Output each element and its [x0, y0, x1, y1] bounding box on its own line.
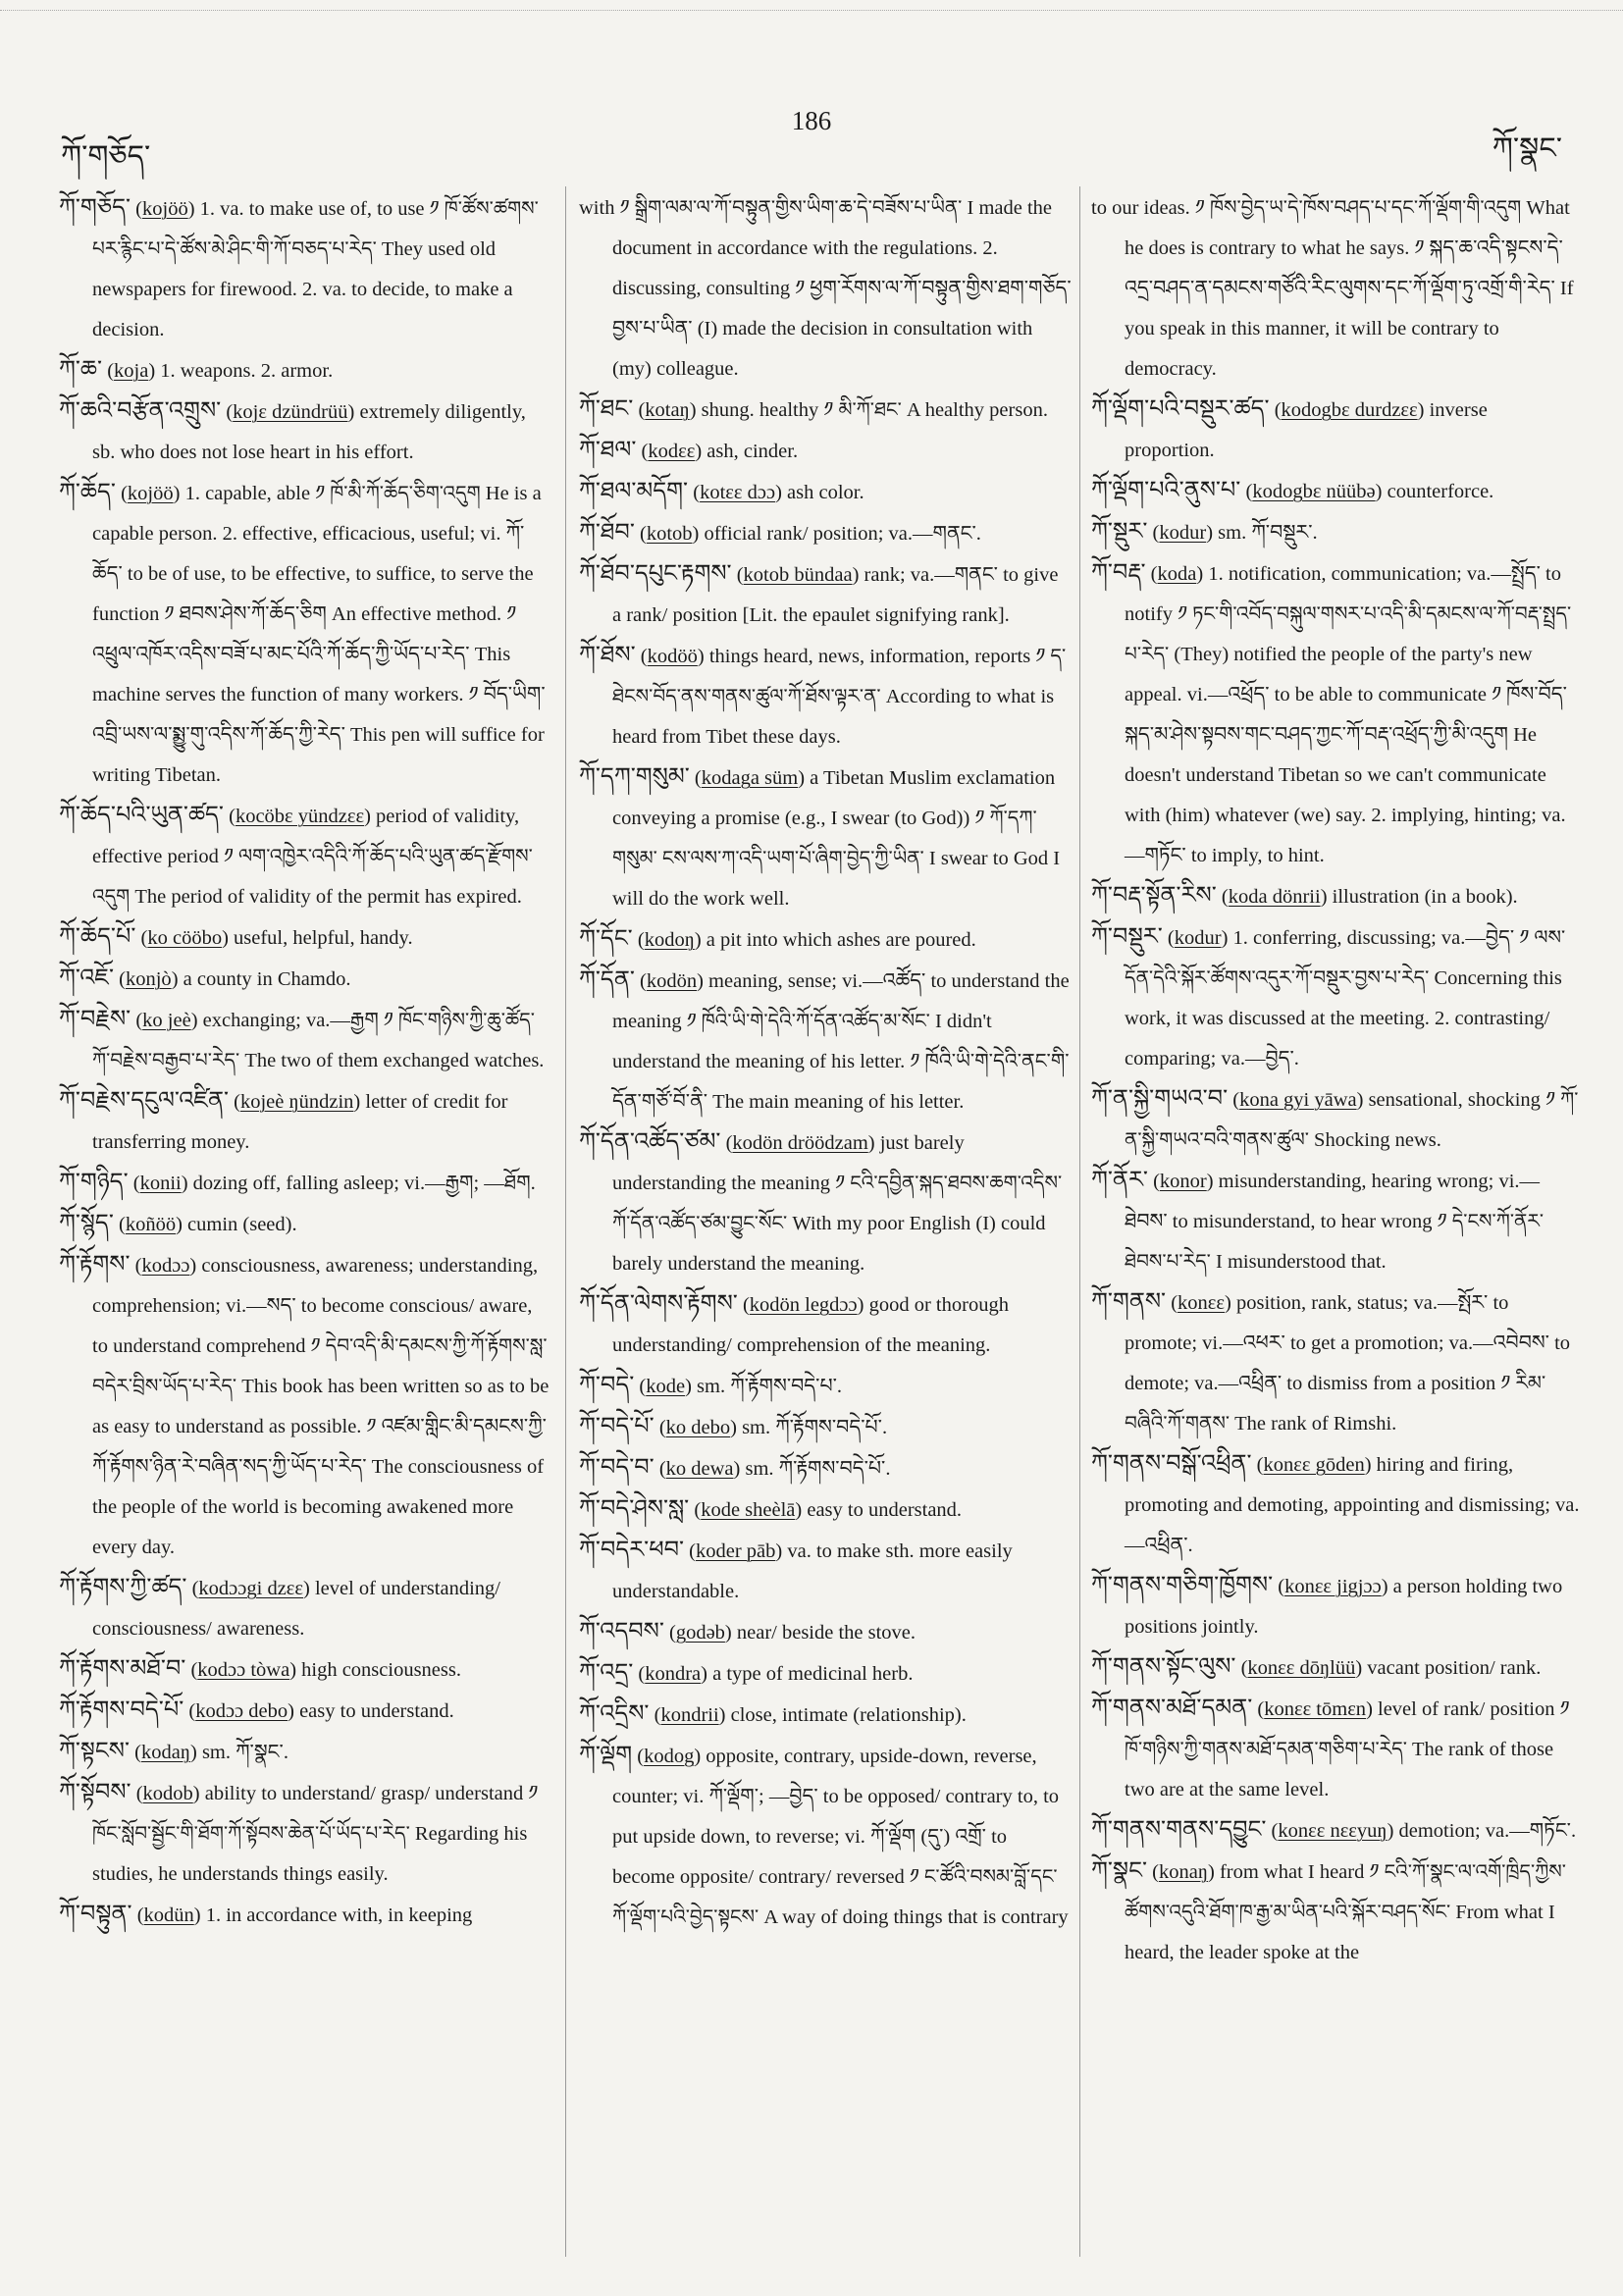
tibetan-example: མི་ཀོ་ཐང་: [838, 399, 902, 421]
headword: ཀོ་ཐང་: [579, 396, 634, 422]
dictionary-entry: ཀོ་སྙོད་ (koñöö) cumin (seed).: [59, 1211, 297, 1236]
dictionary-entry: ཀོ་ཐོབ་ (kotob) official rank/ position; va.—གནང་.: [579, 520, 981, 546]
dictionary-entry: ཀོ་བརྡ་ (koda) 1. notification, communication; va.—སྤྲོད་ to notify ༡ ཏང་གི་འབོད་བསྐུལ་གསར་པ་འདི་མི་དམངས་ལ་ཀོ་བརྡ་སྤྲད་པ་རེད་ (They) notified the people of the party's new appeal. vi.—འཕྲོད་ to be able to communicate ༡ ཁོས་བོད་སྐད་མ་ཤེས་སྟབས་གང་བཤད་ཀྱང་ཀོ་བརྡ་འཕྲོད་ཀྱི་མི་འདུག He doesn't understand Tibetan so we can't communicate with (him) whatever (we) say. 2. implying, hinting; va.—གཏོང་ to imply, to hint.: [1091, 560, 1572, 866]
example-translation: According to what is heard from Tibet these days.: [612, 686, 1055, 748]
example-translation: I misunderstood that.: [1216, 1251, 1387, 1273]
column-divider: [565, 186, 566, 2257]
definition: consciousness, awareness; understanding, comprehension; vi.—སད་ to become conscious/ aware, to understand comprehend: [92, 1255, 539, 1357]
definition: ash, cinder.: [707, 441, 799, 462]
tibetan-example: ངའི་ཀོ་སྣང་ལ་འགོ་ཁྲིད་ཀྱིས་ཚོགས་འདུའི་ཐོག་ཁ་རྒྱ་མ་ཡིན་པའི་སྐོར་བཤད་སོང་: [1125, 1861, 1566, 1923]
headword: ཀོ་གནས་: [1091, 1289, 1167, 1315]
definition: a pit into which ashes are poured.: [706, 929, 976, 951]
romanization: koja: [114, 360, 149, 382]
definition: extremely diligently, sb. who does not lose heart in his effort.: [92, 401, 526, 463]
romanization: konɛɛ dōŋlüü: [1247, 1657, 1356, 1679]
definition: from what I heard: [1219, 1861, 1365, 1883]
headword: ཀོ་དོན་ལེགས་རྟོགས་: [579, 1291, 738, 1317]
romanization: kodaŋ: [140, 1742, 190, 1763]
dictionary-column-1: [59, 188, 551, 2269]
tibetan-example: ད་ཐེངས་བོད་ནས་གནས་ཚུལ་ཀོ་ཐོས་ལྟར་ན་: [612, 646, 1067, 707]
definition: rank; va.—གནང་ to give a rank/ position [Lit. the epaulet signifying rank].: [612, 564, 1059, 626]
romanization: kodön: [646, 970, 698, 992]
example-translation: (They) notified the people of the party's new appeal. vi.—འཕྲོད་ to be able to communicate ༡ ཁོས་བོད་སྐད་མ་ཤེས་སྟབས་གང་བཤད་ཀྱང་ཀོ་བརྡ་འཕྲོད་ཀྱི་མི་འདུག He doesn't understand Tibetan so we can't communicate with (him) whatever (we) say. 2. implying, hinting; va.—གཏོང་ to imply, to hint.: [1125, 644, 1567, 866]
headword: ཀོ་དོན་འཚོད་ཙམ་: [579, 1129, 721, 1155]
dictionary-entry: ཀོ་དཀ་གསུམ་ (kodaga süm) a Tibetan Muslim exclamation conveying a promise (e.g., I swear (to God)) ༡ ཀོ་དཀ་གསུམ་ ངས་ལས་ཀ་འདི་ཡག་པོ་ཞིག་བྱེད་ཀྱི་ཡིན་ I swear to God I will do the work well.: [579, 764, 1061, 910]
romanization: konor: [1159, 1171, 1207, 1192]
dictionary-entry: ཀོ་གཅོད་ (kojöö) 1. va. to make use of, to use ༡ ཁོ་ཚོས་ཚགས་པར་རྙིང་པ་དེ་ཚོས་མེ་ཤིང་གི་ཀོ་བཅད་པ་རེད་ They used old newspapers for firewood. 2. va. to decide, to make a decision.: [59, 195, 539, 340]
definition: a person holding two positions jointly.: [1125, 1576, 1563, 1638]
romanization: kodur: [1174, 927, 1222, 949]
headword: ཀོ་རྟོགས་ཀྱི་ཚད་: [59, 1575, 187, 1600]
dictionary-entry: ཀོ་དོན་ལེགས་རྟོགས་ (kodön legdɔɔ) good or thorough understanding/ comprehension of the meaning.: [579, 1291, 1009, 1356]
headword: ཀོ་སྟོབས་: [59, 1780, 131, 1805]
tibetan-example: ཀོ་ན་སྐྱི་གཡའ་བའི་གནས་ཚུལ་: [1125, 1089, 1579, 1151]
headword: ཀོ་གནས་གནས་དབྱུང་: [1091, 1817, 1267, 1843]
definition: level of rank/ position: [1378, 1698, 1555, 1720]
headword: ཀོ་བརྡ་: [1091, 560, 1146, 586]
romanization: kodɔɔgi dzɛɛ: [198, 1578, 304, 1599]
definition: va. to make sth. more easily understandable.: [612, 1540, 1013, 1602]
dictionary-entry: ཀོ་རྟོགས་ (kodɔɔ) consciousness, awareness; understanding, comprehension; vi.—སད་ to become conscious/ aware, to understand comprehend ༡ དེབ་འདི་མི་དམངས་ཀྱི་ཀོ་རྟོགས་སླ་བདེར་བྲིས་ཡོད་པ་རེད་ This book has been written so as to be as easy to understand as possible. ༡ འཛམ་གླིང་མི་དམངས་ཀྱི་ཀོ་རྟོགས་ཉིན་རེ་བཞིན་སད་ཀྱི་ཡོད་པ་རེད་ The consciousness of the people of the world is becoming awakened more every day.: [59, 1252, 550, 1558]
romanization: konaŋ: [1158, 1861, 1208, 1883]
headword: ཀོ་ཐོས་: [579, 643, 636, 668]
headword: ཀོ་བསྟུན་: [59, 1902, 132, 1927]
headword: ཀོ་འདྲིས་: [579, 1701, 650, 1727]
dictionary-entry: ཀོ་བདེ་པོ་ (ko debo) sm. ཀོ་རྟོགས་བདེ་པོ་.: [579, 1414, 888, 1439]
example-translation: Regarding his studies, he understands things easily.: [92, 1823, 528, 1885]
page-number: 186: [791, 106, 832, 135]
definition: period of validity, effective period: [92, 806, 520, 867]
headword: ཀོ་ན་སྐྱི་གཡའ་བ་: [1091, 1086, 1229, 1112]
dictionary-entry: ཀོ་རྟོགས་ཀྱི་ཚད་ (kodɔɔgi dzɛɛ) level of understanding/ consciousness/ awareness.: [59, 1575, 500, 1640]
headword: ཀོ་བདེ་པོ་: [579, 1414, 654, 1439]
headword: ཀོ་རྟོགས་བདེ་པོ་: [59, 1697, 184, 1723]
romanization: kodün: [143, 1905, 194, 1926]
romanization: ko debo: [665, 1417, 731, 1438]
headword: ཀོ་ཆ་: [59, 357, 103, 383]
example-translation: I swear to God I will do the work well.: [612, 848, 1061, 910]
romanization: kodɔɔ tòwa: [197, 1659, 290, 1681]
definition: ability to understand/ grasp/ understand: [204, 1783, 524, 1804]
example-translation: A healthy person.: [906, 399, 1048, 421]
dictionary-entry: ཀོ་བསྡུར་ (kodur) 1. conferring, discussing; va.—བྱེད་ ༡ ལས་དོན་དེའི་སྐོར་ཚོགས་འདུར་ཀོ་བསྡུར་བྱས་པ་རེད་ Concerning this work, it was discussed at the meeting. 2. contrasting/ comparing; va.—བྱེད་.: [1091, 924, 1566, 1070]
headword: ཀོ་བདེ་ཤེས་སླ་: [579, 1496, 690, 1522]
definition: sm. ཀོ་སྣང་.: [201, 1742, 288, 1763]
headword: ཀོ་རྟོགས་མཐོ་བ་: [59, 1656, 186, 1682]
tibetan-example: ཁོ་མི་ཀོ་ཆོད་ཅིག་འདུག: [330, 483, 481, 504]
dictionary-entry: ཀོ་སྡུར་ (kodur) sm. ཀོ་བསྡུར་.: [1091, 519, 1318, 545]
dictionary-entry: ཀོ་བརྗེས་དངུལ་འཛིན་ (kojeè ŋündzin) letter of credit for transferring money.: [59, 1088, 508, 1153]
example-translation: They used old newspapers for firewood. 2. va. to decide, to make a decision.: [92, 238, 513, 340]
headword: ཀོ་བརྗེས་དངུལ་འཛིན་: [59, 1088, 230, 1114]
headword: ཀོ་ལྡོག་པའི་ནུས་པ་: [1091, 478, 1241, 503]
romanization: kojöö: [142, 198, 188, 220]
romanization: kodɔɔ: [141, 1255, 190, 1277]
dictionary-entry: ཀོ་སྟོབས་ (kodob) ability to understand/ grasp/ understand ༡ ཁོང་སློབ་སྦྱོང་གི་ཐོག་ཀོ་སྟོབས་ཆེན་པོ་ཡོད་པ་རེད་ Regarding his studies, he understands things easily.: [59, 1780, 539, 1885]
left-guide-word: ཀོ་གཅོད་: [61, 140, 151, 173]
headword: ཀོ་བརྗེས་: [59, 1007, 131, 1032]
romanization: kodɛɛ: [648, 441, 696, 462]
definition: sm. ཀོ་བསྡུར་.: [1218, 522, 1318, 544]
dictionary-entry: ཀོ་འཇོ་ (konjò) a county in Chamdo.: [59, 965, 351, 991]
example-translation: The rank of Rimshi.: [1234, 1413, 1397, 1435]
dictionary-entry: ཀོ་དོང་ (kodoŋ) a pit into which ashes are poured.: [579, 926, 976, 952]
definition: 1. in accordance with, in keeping: [205, 1905, 473, 1926]
dictionary-entry: ཀོ་སྣང་ (konaŋ) from what I heard ༡ ངའི་ཀོ་སྣང་ལ་འགོ་ཁྲིད་ཀྱིས་ཚོགས་འདུའི་ཐོག་ཁ་རྒྱ་མ་ཡིན་པའི་སྐོར་བཤད་སོང་ From what I heard, the leader spoke at the: [1091, 1858, 1566, 1963]
definition: position, rank, status; va.—སྤོར་ to promote; vi.—འཕར་ to get a promotion; va.—འབེབས་ to demote; va.—འཕྲིན་ to dismiss from a position: [1125, 1292, 1571, 1394]
tibetan-example: ཀོ་དཀ་གསུམ་ ངས་ལས་ཀ་འདི་ཡག་པོ་ཞིག་བྱེད་ཀྱི་ཡིན་: [612, 808, 1037, 869]
dictionary-entry: ཀོ་བདེར་ཕབ་ (koder pāb) va. to make sth. more easily understandable.: [579, 1538, 1013, 1602]
romanization: kotob: [646, 523, 693, 545]
dictionary-entry: ཀོ་གནས་སྟོང་ལུས་ (konɛɛ dōŋlüü) vacant position/ rank.: [1091, 1654, 1542, 1680]
tibetan-example: ཏང་གི་འབོད་བསྐུལ་གསར་པ་འདི་མི་དམངས་ལ་ཀོ་བརྡ་སྤྲད་པ་རེད་: [1125, 603, 1572, 665]
definition: official rank/ position; va.—གནང་.: [704, 523, 981, 545]
headword: ཀོ་བརྡ་སྟོན་རིས་: [1091, 883, 1217, 909]
definition: sensational, shocking: [1368, 1089, 1541, 1111]
example-translation: Shocking news.: [1314, 1129, 1441, 1151]
definition: sm. ཀོ་རྟོགས་བདེ་པ་.: [697, 1376, 843, 1397]
headword: ཀོ་སྡུར་: [1091, 519, 1148, 545]
romanization: koñöö: [125, 1214, 177, 1235]
romanization: kodob: [142, 1783, 193, 1804]
dictionary-entry: ཀོ་རྟོགས་བདེ་པོ་ (kodɔɔ debo) easy to understand.: [59, 1697, 454, 1723]
definition: meaning, sense; vi.—འཚོད་ to understand the meaning: [612, 970, 1070, 1032]
headword: ཀོ་ནོར་: [1091, 1168, 1148, 1193]
romanization: kondrii: [660, 1704, 719, 1726]
definition: good or thorough understanding/ comprehension of the meaning.: [612, 1294, 1009, 1356]
definition: near/ beside the stove.: [736, 1622, 916, 1644]
top-scan-marks: [0, 10, 1623, 15]
romanization: kodur: [1159, 522, 1207, 544]
example-translation: What he does is contrary to what he says. ༡ སྐད་ཆ་འདི་སྟངས་དེ་འདྲ་བཤད་ན་དམངས་གཙོའི་རིང་ལུགས་དང་ཀོ་ལྡོག་ཏུ་འགྲོ་གི་རེད་ If you speak in this manner, it will be contrary to democracy.: [1125, 197, 1574, 380]
romanization: konɛɛ nɛɛyuŋ: [1278, 1820, 1387, 1842]
headword: ཀོ་བདེར་ཕབ་: [579, 1538, 685, 1563]
headword: ཀོ་ཆའི་བརྩོན་འགྲུས་: [59, 398, 222, 424]
dictionary-entry: ཀོ་དོན་ (kodön) meaning, sense; vi.—འཚོད་ to understand the meaning ༡ ཁོའི་ཡི་གེ་དེའི་ཀོ་དོན་འཚོད་མ་སོང་ I didn't understand the meaning of his letter. ༡ ཁོའི་ཡི་གེ་དེའི་ནང་གི་དོན་གཙོ་བོ་ནི་ The main meaning of his letter.: [579, 967, 1070, 1113]
headword: ཀོ་ཆོད་པོ་: [59, 924, 136, 950]
headword: ཀོ་བསྡུར་: [1091, 924, 1163, 950]
headword: ཀོ་བདེ་བ་: [579, 1455, 654, 1481]
tibetan-example: ཁོ་ཚོས་ཚགས་པར་རྙིང་པ་དེ་ཚོས་མེ་ཤིང་གི་ཀོ་བཅད་པ་རེད་: [92, 198, 539, 260]
definition: hiring and firing, promoting and demoting, appointing and dismissing; va.—འཕྲིན་.: [1125, 1454, 1580, 1556]
definition: dozing off, falling asleep; vi.—རྒྱག; —ཐོག.: [192, 1173, 536, 1194]
dictionary-entry: to our ideas. ༡ ཁོས་བྱེད་ཡ་དེ་ཁོས་བཤད་པ་དང་ཀོ་ལྡོག་གི་འདུག What he does is contrary to what he says. ༡ སྐད་ཆ་འདི་སྟངས་དེ་འདྲ་བཤད་ན་དམངས་གཙོའི་རིང་ལུགས་དང་ཀོ་ལྡོག་ཏུ་འགྲོ་གི་རེད་ If you speak in this manner, it will be contrary to democracy.: [1091, 197, 1574, 380]
headword: ཀོ་ཐལ་མདོག་: [579, 479, 689, 504]
dictionary-column-2: [579, 188, 1072, 2269]
romanization: koda: [1157, 563, 1197, 585]
definition: exchanging; va.—རྒྱག: [202, 1010, 379, 1031]
definition: cumin (seed).: [187, 1214, 297, 1235]
dictionary-entry: ཀོ་གནས་གཅིག་ཁྱོགས་ (konɛɛ jigjɔɔ) a person holding two positions jointly.: [1091, 1573, 1563, 1638]
headword: ཀོ་ཐལ་: [579, 438, 637, 463]
dictionary-entry: with ༡ སྒྲིག་ལམ་ལ་ཀོ་བསྟུན་གྱིས་ཡིག་ཆ་དེ་བཟོས་པ་ཡིན་ I made the document in accordance with the regulations. 2. discussing, consulting ༡ ཕྱག་རོགས་ལ་ཀོ་བསྟུན་གྱིས་ཐག་གཅོད་བྱས་པ་ཡིན་ (I) made the decision in consultation with (my) colleague.: [579, 197, 1072, 380]
headword: ཀོ་འཇོ་: [59, 965, 115, 991]
romanization: ko jeè: [142, 1010, 191, 1031]
dictionary-entry: ཀོ་ན་སྐྱི་གཡའ་བ་ (kona gyi yāwa) sensational, shocking ༡ ཀོ་ན་སྐྱི་གཡའ་བའི་གནས་ཚུལ་ Shocking news.: [1091, 1086, 1579, 1151]
romanization: kodɔɔ debo: [195, 1700, 288, 1722]
headword: ཀོ་དོན་: [579, 967, 635, 993]
headword: ཀོ་གནས་བསྒོ་འཕྲིན་: [1091, 1451, 1252, 1477]
tibetan-example: ཁོ་གཉིས་ཀྱི་གནས་མཐོ་དམན་གཅིག་པ་རེད་: [1125, 1739, 1407, 1760]
romanization: koder pāb: [695, 1540, 776, 1562]
tibetan-example: དེ་ངས་ཀོ་ནོར་ཐེབས་པ་རེད་: [1125, 1211, 1544, 1273]
headword: ཀོ་གནས་མཐོ་དམན་: [1091, 1696, 1253, 1721]
romanization: kojöö: [127, 483, 174, 504]
romanization: kodön legdɔɔ: [749, 1294, 858, 1316]
tibetan-example: ཁོས་བྱེད་ཡ་དེ་ཁོས་བཤད་པ་དང་ཀོ་ལྡོག་གི་འདུག: [1209, 197, 1522, 219]
dictionary-entry: ཀོ་གནས་བསྒོ་འཕྲིན་ (konɛɛ gōden) hiring and firing, promoting and demoting, appointing and dismissing; va.—འཕྲིན་.: [1091, 1451, 1580, 1556]
tibetan-example: ཁོང་གཉིས་ཀྱི་ཆུ་ཚོད་ཀོ་བརྗེས་བརྒྱབ་པ་རེད་: [92, 1010, 535, 1071]
romanization: kotɛɛ dɔɔ: [700, 482, 776, 503]
example-translation: From what I heard, the leader spoke at the: [1125, 1902, 1555, 1963]
headword: ཀོ་སྟངས་: [59, 1739, 131, 1764]
example-translation: The period of validity of the permit has expired.: [134, 886, 522, 908]
headword: ཀོ་གཅོད་: [59, 195, 131, 221]
definition: vacant position/ rank.: [1367, 1657, 1542, 1679]
headword: ཀོ་གཉིད་: [59, 1170, 129, 1195]
tibetan-example: རིམ་བཞིའི་ཀོ་གནས་: [1125, 1373, 1546, 1435]
dictionary-entry: ཀོ་ཐོབ་དཔུང་རྟགས་ (kotob bündaa) rank; va.—གནང་ to give a rank/ position [Lit. the epaulet signifying rank].: [579, 561, 1059, 626]
tibetan-example: ལས་དོན་དེའི་སྐོར་ཚོགས་འདུར་ཀོ་བསྡུར་བྱས་པ་རེད་: [1125, 927, 1566, 989]
dictionary-entry: ཀོ་གནས་ (konɛɛ) position, rank, status; va.—སྤོར་ to promote; vi.—འཕར་ to get a promotion; va.—འབེབས་ to demote; va.—འཕྲིན་ to dismiss from a position ༡ རིམ་བཞིའི་ཀོ་གནས་ The rank of Rimshi.: [1091, 1289, 1571, 1435]
dictionary-entry: ཀོ་འདྲིས་ (kondrii) close, intimate (relationship).: [579, 1701, 967, 1727]
definition: to our ideas.: [1091, 197, 1190, 219]
headword: ཀོ་སྣང་: [1091, 1858, 1148, 1884]
dictionary-entry: ཀོ་བརྗེས་ (ko jeè) exchanging; va.—རྒྱག ༡ ཁོང་གཉིས་ཀྱི་ཆུ་ཚོད་ཀོ་བརྗེས་བརྒྱབ་པ་རེད་ The two of them exchanged watches.: [59, 1007, 545, 1071]
definition: 1. notification, communication; va.—སྤྲོད་ to notify: [1125, 563, 1561, 625]
romanization: kocöbɛ yündzɛɛ: [235, 806, 365, 827]
headword: ཀོ་ཆོད་: [59, 480, 116, 505]
headword: ཀོ་བདེ་: [579, 1373, 635, 1398]
definition: inverse proportion.: [1125, 399, 1488, 461]
headword: ཀོ་འདྲ་: [579, 1660, 634, 1686]
romanization: kode: [646, 1376, 686, 1397]
headword: ཀོ་ཐོབ་: [579, 520, 635, 546]
dictionary-entry: ཀོ་ཆའི་བརྩོན་འགྲུས་ (kojɛ dzündrüü) extremely diligently, sb. who does not lose heart in his effort.: [59, 398, 526, 463]
definition: easy to understand.: [299, 1700, 454, 1722]
example-translation: With my poor English (I) could barely understand the meaning.: [612, 1213, 1046, 1275]
definition: a county in Chamdo.: [183, 968, 351, 990]
dictionary-entry: ཀོ་ཐལ་མདོག་ (kotɛɛ dɔɔ) ash color.: [579, 479, 864, 504]
romanization: konɛɛ tōmɛn: [1264, 1698, 1367, 1720]
dictionary-entry: ཀོ་བདེ་བ་ (ko dewa) sm. ཀོ་རྟོགས་བདེ་པོ་.: [579, 1455, 891, 1481]
headword: ཀོ་ལྡོག: [579, 1743, 633, 1768]
romanization: kodog: [644, 1746, 695, 1767]
romanization: kodön dröödzam: [732, 1132, 868, 1154]
dictionary-column-3: [1091, 188, 1580, 2269]
dictionary-entry: ཀོ་ཆོད་པོ་ (ko cööbo) useful, helpful, handy.: [59, 924, 413, 950]
example-translation: The two of them exchanged watches.: [244, 1050, 545, 1071]
romanization: kodogbɛ nüübə: [1252, 481, 1376, 502]
example-translation: This book has been written so as to be as easy to understand as possible. ༡ འཛམ་གླིང་མི་དམངས་ཀྱི་ཀོ་རྟོགས་ཉིན་རེ་བཞིན་སད་ཀྱི་ཡོད་པ་རེད་ The consciousness of the people of the world is becoming awakened more every day.: [92, 1376, 550, 1558]
headword: ཀོ་འདབས་: [579, 1619, 664, 1644]
definition: just barely understanding the meaning: [612, 1132, 965, 1194]
headword: ཀོ་གནས་སྟོང་ལུས་: [1091, 1654, 1236, 1680]
dictionary-entry: ཀོ་ལྡོག་པའི་ནུས་པ་ (kodogbɛ nüübə) counterforce.: [1091, 478, 1494, 503]
dictionary-entry: ཀོ་སྟངས་ (kodaŋ) sm. ཀོ་སྣང་.: [59, 1739, 288, 1764]
page-header: [0, 106, 1623, 173]
headword: ཀོ་དཀ་གསུམ་: [579, 764, 690, 790]
dictionary-entry: ཀོ་ཆ་ (koja) 1. weapons. 2. armor.: [59, 357, 334, 383]
dictionary-entry: ཀོ་བརྡ་སྟོན་རིས་ (koda dönrii) illustration (in a book).: [1091, 883, 1518, 909]
headword: ཀོ་ཐོབ་དཔུང་རྟགས་: [579, 561, 732, 587]
dictionary-entry: ཀོ་བསྟུན་ (kodün) 1. in accordance with, in keeping: [59, 1902, 473, 1927]
definition: level of understanding/ consciousness/ awareness.: [92, 1578, 500, 1640]
romanization: kodoŋ: [644, 929, 695, 951]
romanization: konii: [139, 1173, 182, 1194]
tibetan-example: ངའི་དབྱིན་སྐད་ཐབས་ཆག་འདིས་ཀོ་དོན་འཚོད་ཙམ་བྱུང་སོང་: [612, 1173, 1063, 1234]
headword: ཀོ་སྙོད་: [59, 1211, 114, 1236]
dictionary-entry: ཀོ་ཐོས་ (kodöö) things heard, news, information, reports ༡ ད་ཐེངས་བོད་ནས་གནས་ཚུལ་ཀོ་ཐོས་ལྟར་ན་ According to what is heard from Tibet these days.: [579, 643, 1067, 748]
romanization: konɛɛ gōden: [1263, 1454, 1365, 1476]
dictionary-entry: ཀོ་ཐང་ (kotaŋ) shung. healthy ༡ མི་ཀོ་ཐང་ A healthy person.: [579, 396, 1048, 422]
tibetan-example: ལག་འཁྱེར་འདིའི་ཀོ་ཆོད་པའི་ཡུན་ཚད་རྫོགས་འདུག: [92, 846, 533, 908]
tibetan-example: ང་ཚོའི་བསམ་བློ་དང་ཀོ་ལྡོག་པའི་བྱེད་སྟངས་: [612, 1866, 1058, 1928]
romanization: koda dönrii: [1228, 886, 1321, 908]
romanization: godəb: [675, 1622, 725, 1644]
headword: ཀོ་རྟོགས་: [59, 1252, 131, 1278]
definition: 1. conferring, discussing; va.—བྱེད་: [1232, 927, 1515, 949]
romanization: kotob bündaa: [743, 564, 853, 586]
headword: ཀོ་ལྡོག་པའི་བསྡུར་ཚད་: [1091, 396, 1270, 422]
definition: letter of credit for transferring money.: [92, 1091, 508, 1153]
dictionary-entry: ཀོ་ཆོད་ (kojöö) 1. capable, able ༡ ཁོ་མི་ཀོ་ཆོད་ཅིག་འདུག He is a capable person. 2. effective, efficacious, useful; vi. ཀོ་ཆོད་ to be of use, to be effective, to suffice, to serve the function ༡ ཐབས་ཤེས་ཀོ་ཆོད་ཅིག An effective method. ༡ འཕྲུལ་འཁོར་འདིས་བཟོ་པ་མང་པོའི་ཀོ་ཆོད་ཀྱི་ཡོད་པ་རེད་ This machine serves the function of many workers. ༡ བོད་ཡིག་འབྲི་ཡས་ལ་སྨྱུ་གུ་འདིས་ཀོ་ཆོད་ཀྱི་རེད་ This pen will suffice for writing Tibetan.: [59, 480, 546, 786]
definition: 1. va. to make use of, to use: [199, 198, 425, 220]
example-translation: The rank of those two are at the same level.: [1125, 1739, 1554, 1800]
definition: counterforce.: [1387, 481, 1494, 502]
definition: illustration (in a book).: [1332, 886, 1518, 908]
definition: 1. capable, able: [184, 483, 311, 504]
tibetan-example: ཁོའི་ཡི་གེ་དེའི་ཀོ་དོན་འཚོད་མ་སོང་: [701, 1011, 930, 1032]
definition: ash color.: [787, 482, 864, 503]
tibetan-example: དེབ་འདི་མི་དམངས་ཀྱི་ཀོ་རྟོགས་སླ་བདེར་བྲིས་ཡོད་པ་རེད་: [92, 1335, 548, 1397]
romanization: kojɛ dzündrüü: [233, 401, 348, 423]
definition: close, intimate (relationship).: [730, 1704, 967, 1726]
romanization: kotaŋ: [645, 399, 690, 421]
romanization: ko cööbo: [147, 927, 223, 949]
dictionary-entry: ཀོ་གནས་གནས་དབྱུང་ (konɛɛ nɛɛyuŋ) demotion; va.—གཏོང་.: [1091, 1817, 1577, 1843]
dictionary-entry: ཀོ་དོན་འཚོད་ཙམ་ (kodön dröödzam) just barely understanding the meaning ༡ ངའི་དབྱིན་སྐད་ཐབས་ཆག་འདིས་ཀོ་དོན་འཚོད་ཙམ་བྱུང་སོང་ With my poor English (I) could barely understand the meaning.: [579, 1129, 1063, 1275]
dictionary-entry: ཀོ་འདབས་ (godəb) near/ beside the stove.: [579, 1619, 916, 1644]
dictionary-entry: ཀོ་འདྲ་ (kondra) a type of medicinal herb.: [579, 1660, 914, 1686]
definition: a type of medicinal herb.: [712, 1663, 914, 1685]
dictionary-entry: ཀོ་ཐལ་ (kodɛɛ) ash, cinder.: [579, 438, 799, 463]
example-translation: He is a capable person. 2. effective, efficacious, useful; vi. ཀོ་ཆོད་ to be of use, to be effective, to suffice, to serve the function ༡ ཐབས་ཤེས་ཀོ་ཆོད་ཅིག An effective method. ༡ འཕྲུལ་འཁོར་འདིས་བཟོ་པ་མང་པོའི་ཀོ་ཆོད་ཀྱི་ཡོད་པ་རེད་ This machine serves the function of many workers. ༡ བོད་ཡིག་འབྲི་ཡས་ལ་སྨྱུ་གུ་འདིས་ཀོ་ཆོད་ཀྱི་རེད་ This pen will suffice for writing Tibetan.: [92, 483, 546, 786]
definition: demotion; va.—གཏོང་.: [1398, 1820, 1577, 1842]
example-translation: Concerning this work, it was discussed at the meeting. 2. contrasting/ comparing; va.—བྱེད་.: [1125, 967, 1562, 1070]
example-translation: A way of doing things that is contrary: [763, 1906, 1069, 1928]
headword: ཀོ་གནས་གཅིག་ཁྱོགས་: [1091, 1573, 1274, 1598]
romanization: kodaga süm: [701, 767, 799, 789]
dictionary-entry: ཀོ་བདེ་ཤེས་སླ་ (kode sheèlā) easy to understand.: [579, 1496, 963, 1522]
definition: sm. ཀོ་རྟོགས་བདེ་པོ་.: [742, 1417, 888, 1438]
romanization: kode sheèlā: [701, 1499, 796, 1521]
dictionary-entry: ཀོ་གནས་མཐོ་དམན་ (konɛɛ tōmɛn) level of rank/ position ༡ ཁོ་གཉིས་ཀྱི་གནས་མཐོ་དམན་གཅིག་པ་རེད་ The rank of those two are at the same level.: [1091, 1696, 1570, 1800]
tibetan-example: ཁོང་སློབ་སྦྱོང་གི་ཐོག་ཀོ་སྟོབས་ཆེན་པོ་ཡོད་པ་རེད་: [92, 1823, 410, 1845]
headword: ཀོ་ཆོད་པའི་ཡུན་ཚད་: [59, 803, 224, 828]
romanization: kondra: [645, 1663, 702, 1685]
definition: high consciousness.: [301, 1659, 461, 1681]
dictionary-entry: ཀོ་ཆོད་པའི་ཡུན་ཚད་ (kocöbɛ yündzɛɛ) period of validity, effective period ༡ ལག་འཁྱེར་འདིའི་ཀོ་ཆོད་པའི་ཡུན་ཚད་རྫོགས་འདུག The period of validity of the permit has expired.: [59, 803, 533, 908]
headword: ཀོ་དོང་: [579, 926, 633, 952]
definition: a Tibetan Muslim exclamation conveying a promise (e.g., I swear (to God)): [612, 767, 1056, 829]
dictionary-entry: ཀོ་ནོར་ (konor) misunderstanding, hearing wrong; vi.—ཐེབས་ to misunderstand, to hear wrong ༡ དེ་ངས་ཀོ་ནོར་ཐེབས་པ་རེད་ I misunderstood that.: [1091, 1168, 1544, 1273]
definition: things heard, news, information, reports: [708, 646, 1031, 667]
tibetan-example: སྒྲིག་ལམ་ལ་ཀོ་བསྟུན་གྱིས་ཡིག་ཆ་དེ་བཟོས་པ་ཡིན་: [634, 197, 963, 219]
column-divider: [1079, 186, 1080, 2257]
definition: sm. ཀོ་རྟོགས་བདེ་པོ་.: [745, 1458, 891, 1480]
romanization: konɛɛ: [1178, 1292, 1226, 1314]
dictionary-entry: ཀོ་གཉིད་ (konii) dozing off, falling asleep; vi.—རྒྱག; —ཐོག.: [59, 1170, 536, 1195]
right-guide-word: ཀོ་སྣང་: [1492, 132, 1562, 165]
romanization: ko dewa: [665, 1458, 734, 1480]
romanization: konjò: [125, 968, 172, 990]
dictionary-entry: ཀོ་རྟོགས་མཐོ་བ་ (kodɔɔ tòwa) high consciousness.: [59, 1656, 461, 1682]
dictionary-entry: ཀོ་ལྡོག (kodog) opposite, contrary, upside-down, reverse, counter; vi. ཀོ་ལྡོག་; —བྱེད་ to be opposed/ contrary to, to put upside down, to reverse; vi. ཀོ་ལྡོག (དུ་) འགྲོ་ to become opposite/ contrary/ reversed ༡ ང་ཚོའི་བསམ་བློ་དང་ཀོ་ལྡོག་པའི་བྱེད་སྟངས་ A way of doing things that is contrary: [579, 1743, 1069, 1928]
example-translation: I didn't understand the meaning of his letter. ༡ ཁོའི་ཡི་གེ་དེའི་ནང་གི་དོན་གཙོ་བོ་ནི་ The main meaning of his letter.: [612, 1011, 1070, 1113]
definition: useful, helpful, handy.: [234, 927, 413, 949]
romanization: kodöö: [647, 646, 698, 667]
romanization: kojeè ŋündzin: [239, 1091, 354, 1113]
dictionary-entry: ཀོ་བདེ་ (kode) sm. ཀོ་རྟོགས་བདེ་པ་.: [579, 1373, 843, 1398]
example-translation: I made the document in accordance with the regulations. 2. discussing, consulting ༡ ཕྱག་རོགས་ལ་ཀོ་བསྟུན་གྱིས་ཐག་གཅོད་བྱས་པ་ཡིན་ (I) made the decision in consultation with (my) colleague.: [612, 197, 1072, 380]
romanization: kodogbɛ durdzɛɛ: [1281, 399, 1418, 421]
definition: easy to understand.: [807, 1499, 963, 1521]
dictionary-entry: ཀོ་ལྡོག་པའི་བསྡུར་ཚད་ (kodogbɛ durdzɛɛ) inverse proportion.: [1091, 396, 1488, 461]
definition: 1. weapons. 2. armor.: [160, 360, 334, 382]
definition: opposite, contrary, upside-down, reverse, counter; vi. ཀོ་ལྡོག་; —བྱེད་ to be opposed/ contrary to, to put upside down, to reverse; vi. ཀོ་ལྡོག (དུ་) འགྲོ་ to become opposite/ contrary/ reversed: [612, 1746, 1060, 1888]
romanization: kona gyi yāwa: [1239, 1089, 1357, 1111]
definition: shung. healthy: [701, 399, 819, 421]
romanization: konɛɛ jigjɔɔ: [1284, 1576, 1382, 1597]
definition: misunderstanding, hearing wrong; vi.—ཐེབས་ to misunderstand, to hear wrong: [1125, 1171, 1541, 1232]
definition: with: [579, 197, 615, 219]
